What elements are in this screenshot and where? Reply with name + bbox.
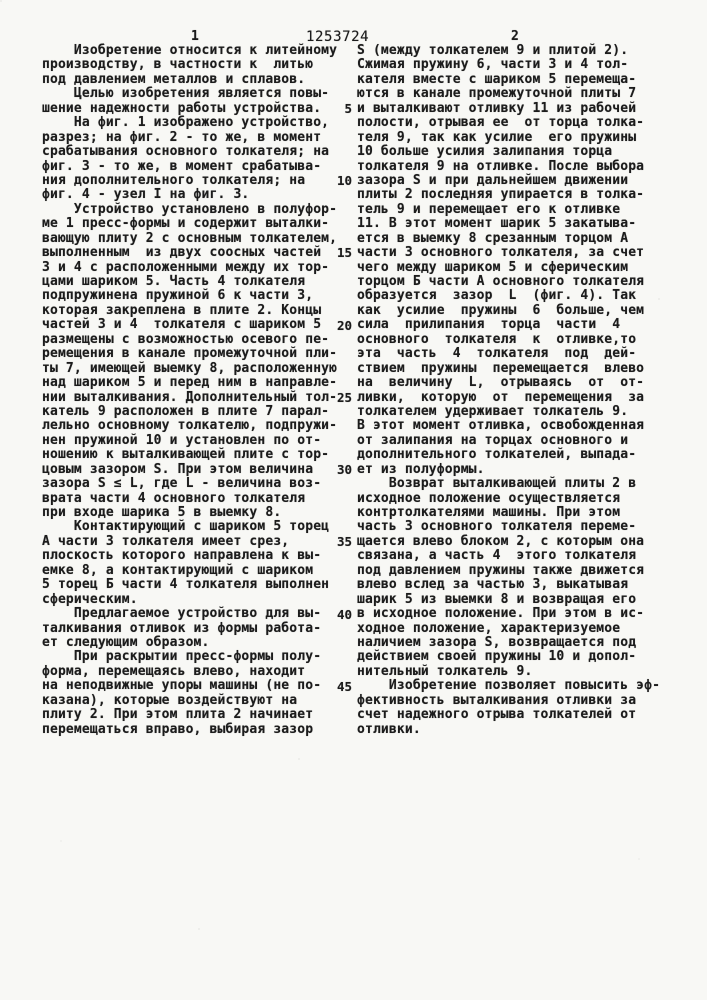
right-column-number: 2 bbox=[511, 29, 520, 44]
scan-noise bbox=[0, 0, 2, 2]
text-line: ется в выемку 8 срезанным торцом А bbox=[357, 230, 629, 246]
text-line: Возврат выталкивающей плиты 2 в bbox=[357, 476, 637, 492]
gutter-line-number: 40 bbox=[336, 606, 352, 622]
text-line: действием своей пружины 10 и допол- bbox=[357, 649, 637, 665]
text-line: ремещения в канале промежуточной пли- bbox=[42, 346, 338, 362]
text-line: плоскость которого направлена к вы- bbox=[42, 548, 322, 564]
text-line: зазора S и при дальнейшем движении bbox=[357, 172, 629, 188]
text-line: на величину L, отрываясь от от- bbox=[357, 375, 645, 391]
text-line: счет надежного отрыва толкателей от bbox=[357, 707, 637, 723]
gutter-line-number: 30 bbox=[336, 462, 352, 478]
text-line: при входе шарика 5 в выемку 8. bbox=[42, 505, 282, 520]
text-line: лельно основному толкателю, подпружи- bbox=[42, 418, 338, 434]
text-line: цовым зазором S. При этом величина bbox=[42, 461, 314, 477]
gutter-line-number: 10 bbox=[336, 173, 352, 189]
text-line: и выталкивают отливку 11 из рабочей bbox=[357, 100, 637, 116]
text-line: шение надежности работы устройства. bbox=[42, 100, 322, 116]
text-line: Целью изобретения является повы- bbox=[42, 86, 330, 102]
text-line: ливки, которую от перемещения за bbox=[357, 389, 645, 405]
line-number-gutter bbox=[318, 44, 352, 744]
text-line: ношению к выталкивающей плите с тор- bbox=[42, 447, 330, 463]
text-line: форма, перемещаясь влево, находит bbox=[42, 663, 306, 679]
gutter-line-number: 15 bbox=[336, 245, 352, 261]
text-line: частей 3 и 4 толкателя с шариком 5 bbox=[42, 317, 322, 333]
text-line: Изобретение относится к литейному bbox=[42, 43, 338, 58]
text-line: торцом Б части А основного толкателя bbox=[357, 274, 645, 289]
text-line: 11. В этот момент шарик 5 закатыва- bbox=[357, 216, 637, 232]
text-line: эта часть 4 толкателя под дей- bbox=[357, 346, 637, 362]
text-line: ются в канале промежуточной плиты 7 bbox=[357, 86, 637, 102]
text-line: талкивания отливок из формы работа- bbox=[42, 620, 322, 636]
text-line: сила прилипания торца части 4 bbox=[357, 317, 621, 333]
text-line: S (между толкателем 9 и плитой 2). bbox=[357, 43, 629, 58]
text-line: Предлагаемое устройство для вы- bbox=[42, 606, 322, 622]
text-line: производству, в частности к литью bbox=[42, 57, 314, 73]
text-line: 3 и 4 с расположенными между их тор- bbox=[42, 259, 330, 275]
text-line: Контактирующий с шариком 5 торец bbox=[42, 519, 330, 535]
text-line: влево вслед за частью 3, выкатывая bbox=[357, 577, 629, 593]
text-line: наличием зазора S, возвращается под bbox=[357, 634, 637, 650]
gutter-line-number: 35 bbox=[336, 534, 352, 550]
text-line: образуется зазор L (фиг. 4). Так bbox=[357, 288, 637, 304]
text-line: часть 3 основного толкателя переме- bbox=[357, 519, 637, 535]
text-line: зазора S ≤ L, где L - величина воз- bbox=[42, 476, 322, 492]
text-line: катель 9 расположен в плите 7 парал- bbox=[42, 403, 330, 419]
text-line: в исходное положение. При этом в ис- bbox=[357, 606, 645, 622]
text-line: связана, а часть 4 этого толкателя bbox=[357, 548, 637, 564]
text-line: Устройство установлено в полуфор- bbox=[42, 201, 338, 217]
text-line: ты 7, имеющей выемку 8, расположенную bbox=[42, 360, 338, 376]
gutter-line-number: 5 bbox=[344, 100, 352, 116]
patent-number: 1253724 bbox=[306, 29, 370, 45]
text-line: щается влево блоком 2, с которым она bbox=[357, 533, 645, 549]
text-line: контртолкателями машины. При этом bbox=[357, 505, 621, 520]
text-line: На фиг. 1 изображено устройство, bbox=[42, 115, 330, 131]
text-line: разрез; на фиг. 2 - то же, в момент bbox=[42, 129, 322, 145]
text-line: 5 торец Б части 4 толкателя выполнен bbox=[42, 577, 330, 593]
text-line: на неподвижные упоры машины (не по- bbox=[42, 678, 322, 694]
gutter-line-number: 25 bbox=[336, 389, 352, 405]
text-line: А части 3 толкателя имеет срез, bbox=[42, 533, 290, 549]
left-text-column bbox=[42, 44, 337, 737]
text-line: ме 1 пресс-формы и содержит выталки- bbox=[42, 216, 330, 232]
text-line: перемещаться вправо, выбирая зазор bbox=[42, 721, 314, 737]
text-line: дополнительного толкателей, выпада- bbox=[357, 447, 637, 463]
text-line: теля 9, так как усилие его пружины bbox=[357, 129, 637, 145]
text-line: от залипания на торцах основного и bbox=[357, 432, 629, 448]
text-line: шарик 5 из выемки 8 и возвращая его bbox=[357, 591, 637, 607]
text-line: емке 8, а контактирующий с шариком bbox=[42, 562, 314, 578]
text-line: Сжимая пружину 6, части 3 и 4 тол- bbox=[357, 57, 629, 73]
text-line: ет следующим образом. bbox=[42, 634, 210, 650]
text-line: срабатывания основного толкателя; на bbox=[42, 144, 330, 160]
text-line: основного толкателя к отливке,то bbox=[357, 331, 637, 347]
right-text-column bbox=[357, 44, 660, 737]
gutter-line-number: 20 bbox=[336, 317, 352, 333]
text-line: толкателем удерживает толкатель 9. bbox=[357, 403, 629, 419]
text-line: ет из полуформы. bbox=[357, 461, 485, 477]
text-line: Изобретение позволяет повысить эф- bbox=[357, 678, 661, 694]
text-line: полости, отрывая ее от торца толка- bbox=[357, 115, 645, 131]
text-line: нен пружиной 10 и установлен по от- bbox=[42, 432, 322, 448]
text-line: плиты 2 последняя упирается в толка- bbox=[357, 187, 645, 203]
text-line: сферическим. bbox=[42, 591, 138, 607]
text-line: казана), которые воздействуют на bbox=[42, 692, 298, 708]
text-line: фиг. 3 - то же, в момент срабатыва- bbox=[42, 158, 322, 174]
text-line: вающую плиту 2 с основным толкателем, bbox=[42, 230, 338, 246]
text-line: части 3 основного толкателя, за счет bbox=[357, 245, 645, 261]
text-line: под давлением металлов и сплавов. bbox=[42, 71, 306, 87]
text-line: выполненным из двух соосных частей bbox=[42, 245, 322, 261]
text-line: врата части 4 основного толкателя bbox=[42, 490, 306, 506]
text-line: подпружинена пружиной 6 к части 3, bbox=[42, 288, 314, 304]
text-line: нительный толкатель 9. bbox=[357, 663, 533, 679]
text-line: ствием пружины перемещается влево bbox=[357, 360, 645, 376]
text-line: При раскрытии пресс-формы полу- bbox=[42, 649, 322, 665]
text-line: ходное положение, характеризуемое bbox=[357, 620, 621, 636]
text-line: фиг. 4 - узел I на фиг. 3. bbox=[42, 187, 250, 203]
text-line: толкателя 9 на отливке. После выбора bbox=[357, 158, 645, 174]
text-line: кателя вместе с шариком 5 перемеща- bbox=[357, 71, 637, 87]
text-line: над шариком 5 и перед ним в направле- bbox=[42, 375, 338, 391]
text-line: цами шариком 5. Часть 4 толкателя bbox=[42, 274, 306, 289]
text-line: В этот момент отливка, освобожденная bbox=[357, 418, 645, 434]
text-line: фективность выталкивания отливки за bbox=[357, 692, 637, 708]
text-line: размещены с возможностью осевого пе- bbox=[42, 331, 330, 347]
text-line: тель 9 и перемещает его к отливке bbox=[357, 201, 621, 217]
left-column-number: 1 bbox=[191, 29, 200, 44]
text-line: отливки. bbox=[357, 721, 421, 737]
gutter-line-number: 45 bbox=[336, 678, 352, 694]
text-line: плиту 2. При этом плита 2 начинает bbox=[42, 707, 314, 723]
text-line: которая закреплена в плите 2. Концы bbox=[42, 302, 322, 318]
text-line: под давлением пружины также движется bbox=[357, 562, 645, 578]
text-line: исходное положение осуществляется bbox=[357, 490, 621, 506]
text-line: как усилие пружины 6 больше, чем bbox=[357, 302, 645, 318]
text-line: нии выталкивания. Дополнительный тол- bbox=[42, 389, 338, 405]
text-line: ния дополнительного толкателя; на bbox=[42, 172, 306, 188]
text-line: чего между шариком 5 и сферическим bbox=[357, 259, 629, 275]
text-line: 10 больше усилия залипания торца bbox=[357, 144, 613, 160]
